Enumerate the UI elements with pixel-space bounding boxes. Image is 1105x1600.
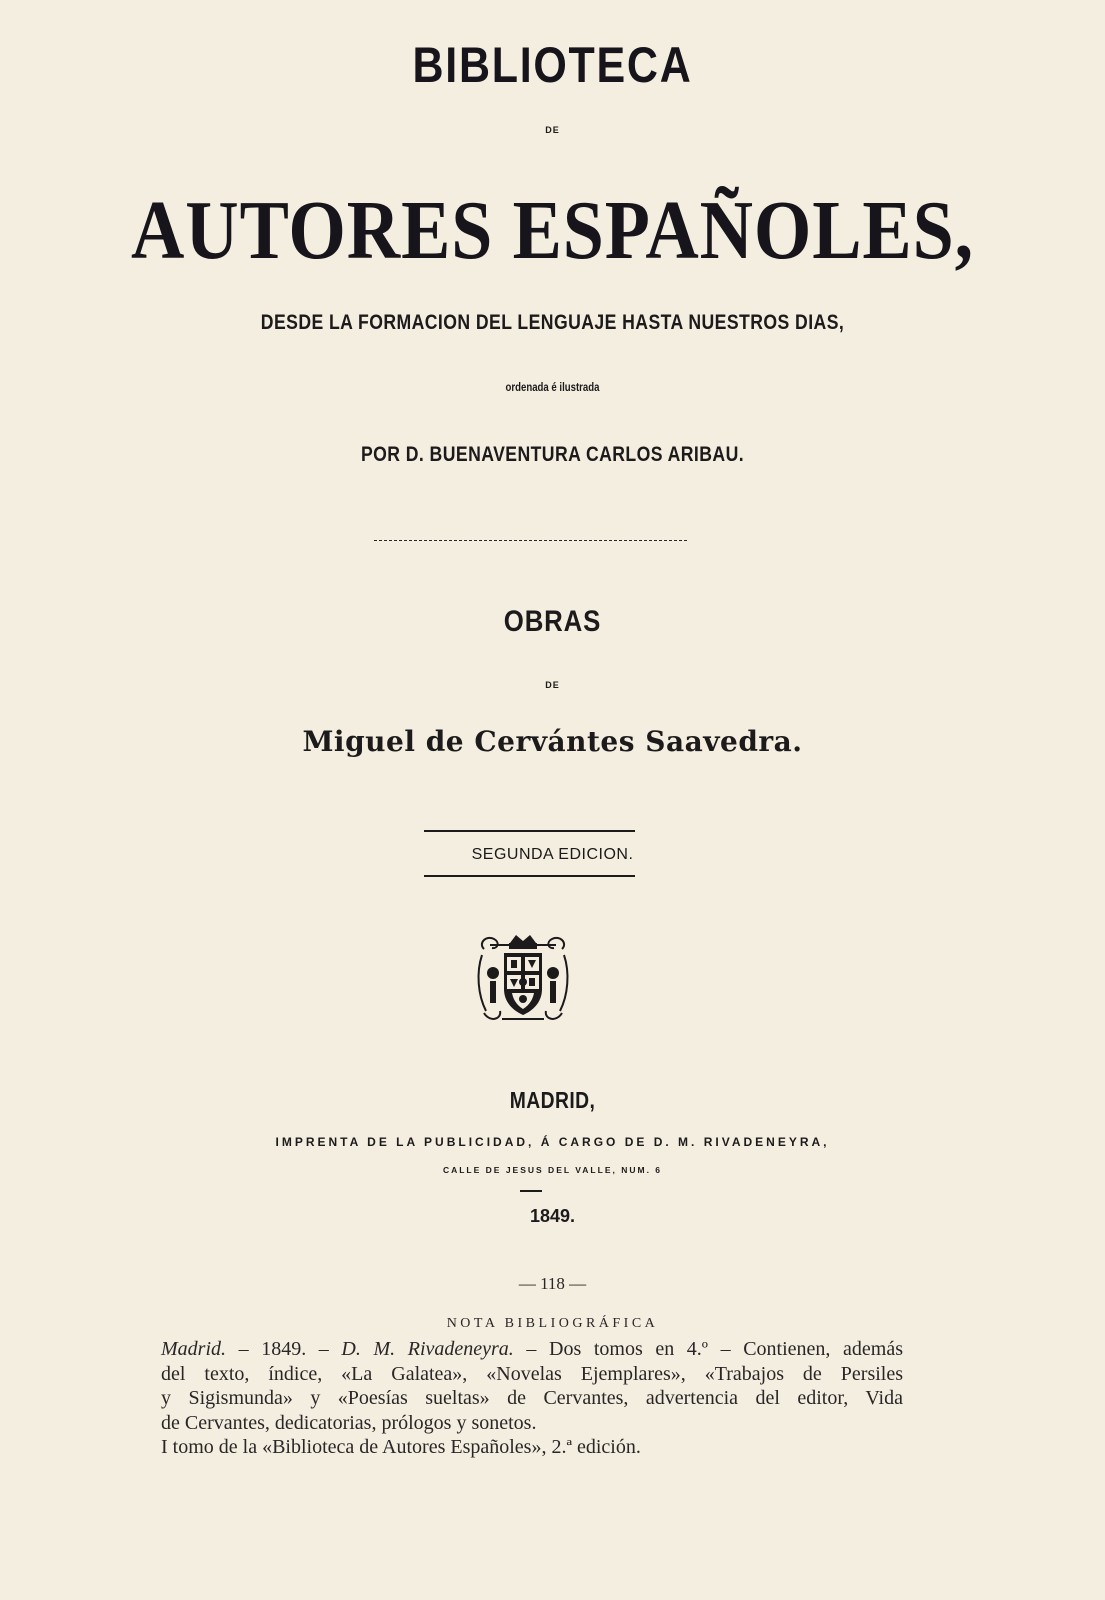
- editor-line: POR D. BUENAVENTURA CARLOS ARIBAU.: [360, 443, 745, 466]
- dashed-divider: [374, 540, 687, 541]
- note-heading: NOTA BIBLIOGRÁFICA: [446, 1316, 659, 1331]
- coat-of-arms-icon: [476, 933, 570, 1025]
- note-line-1: [161, 1337, 903, 1362]
- note-place: Madrid.: [161, 1338, 226, 1360]
- note-line-5: I tomo de la «Biblioteca de Autores Españoles», 2.ª edición.: [161, 1436, 641, 1458]
- note-line-3: y Sigismunda» y «Poesías sueltas» de Cervantes, advertencia del editor, Vida: [161, 1387, 903, 1409]
- work-title: OBRAS: [503, 605, 602, 638]
- edition-rule-bottom: [424, 875, 635, 877]
- author-name: Miguel de Cervántes Saavedra.: [302, 725, 803, 758]
- bibliographic-note: [161, 1337, 903, 1460]
- note-line-4: de Cervantes, dedicatorias, prólogos y sonetos.: [161, 1411, 537, 1434]
- imprint-year: 1849.: [529, 1206, 576, 1226]
- imprint-place: MADRID,: [509, 1087, 596, 1113]
- edition-rule-top: [424, 830, 635, 832]
- ordered-illustrated-line: ordenada é ilustrada: [505, 380, 600, 394]
- note-year-sep: – 1849. –: [226, 1338, 342, 1360]
- series-title-top: BIBLIOTECA: [412, 37, 693, 93]
- series-subtitle: DESDE LA FORMACION DEL LENGUAJE HASTA NUESTROS DIAS,: [260, 311, 845, 334]
- note-line-2: del texto, índice, «La Galatea», «Novelas Ejemplares», «Trabajos de Persiles: [161, 1362, 903, 1385]
- note-line-1-rest: – Dos tomos en 4.º – Contienen, además: [513, 1338, 903, 1360]
- imprint-address: CALLE DE JESUS DEL VALLE, NUM. 6: [442, 1165, 663, 1175]
- series-title-main: AUTORES ESPAÑOLES,: [131, 184, 974, 277]
- note-printer: D. M. Rivadeneyra.: [341, 1338, 514, 1360]
- series-connector: DE: [545, 125, 560, 135]
- work-connector: DE: [545, 680, 560, 690]
- imprint-printer: IMPRENTA DE LA PUBLICIDAD, Á CARGO DE D. M. RIVADENEYRA,: [275, 1135, 830, 1149]
- edition-label: SEGUNDA EDICION.: [471, 846, 634, 863]
- imprint-rule: [520, 1190, 542, 1192]
- page-number: — 118 —: [518, 1274, 587, 1293]
